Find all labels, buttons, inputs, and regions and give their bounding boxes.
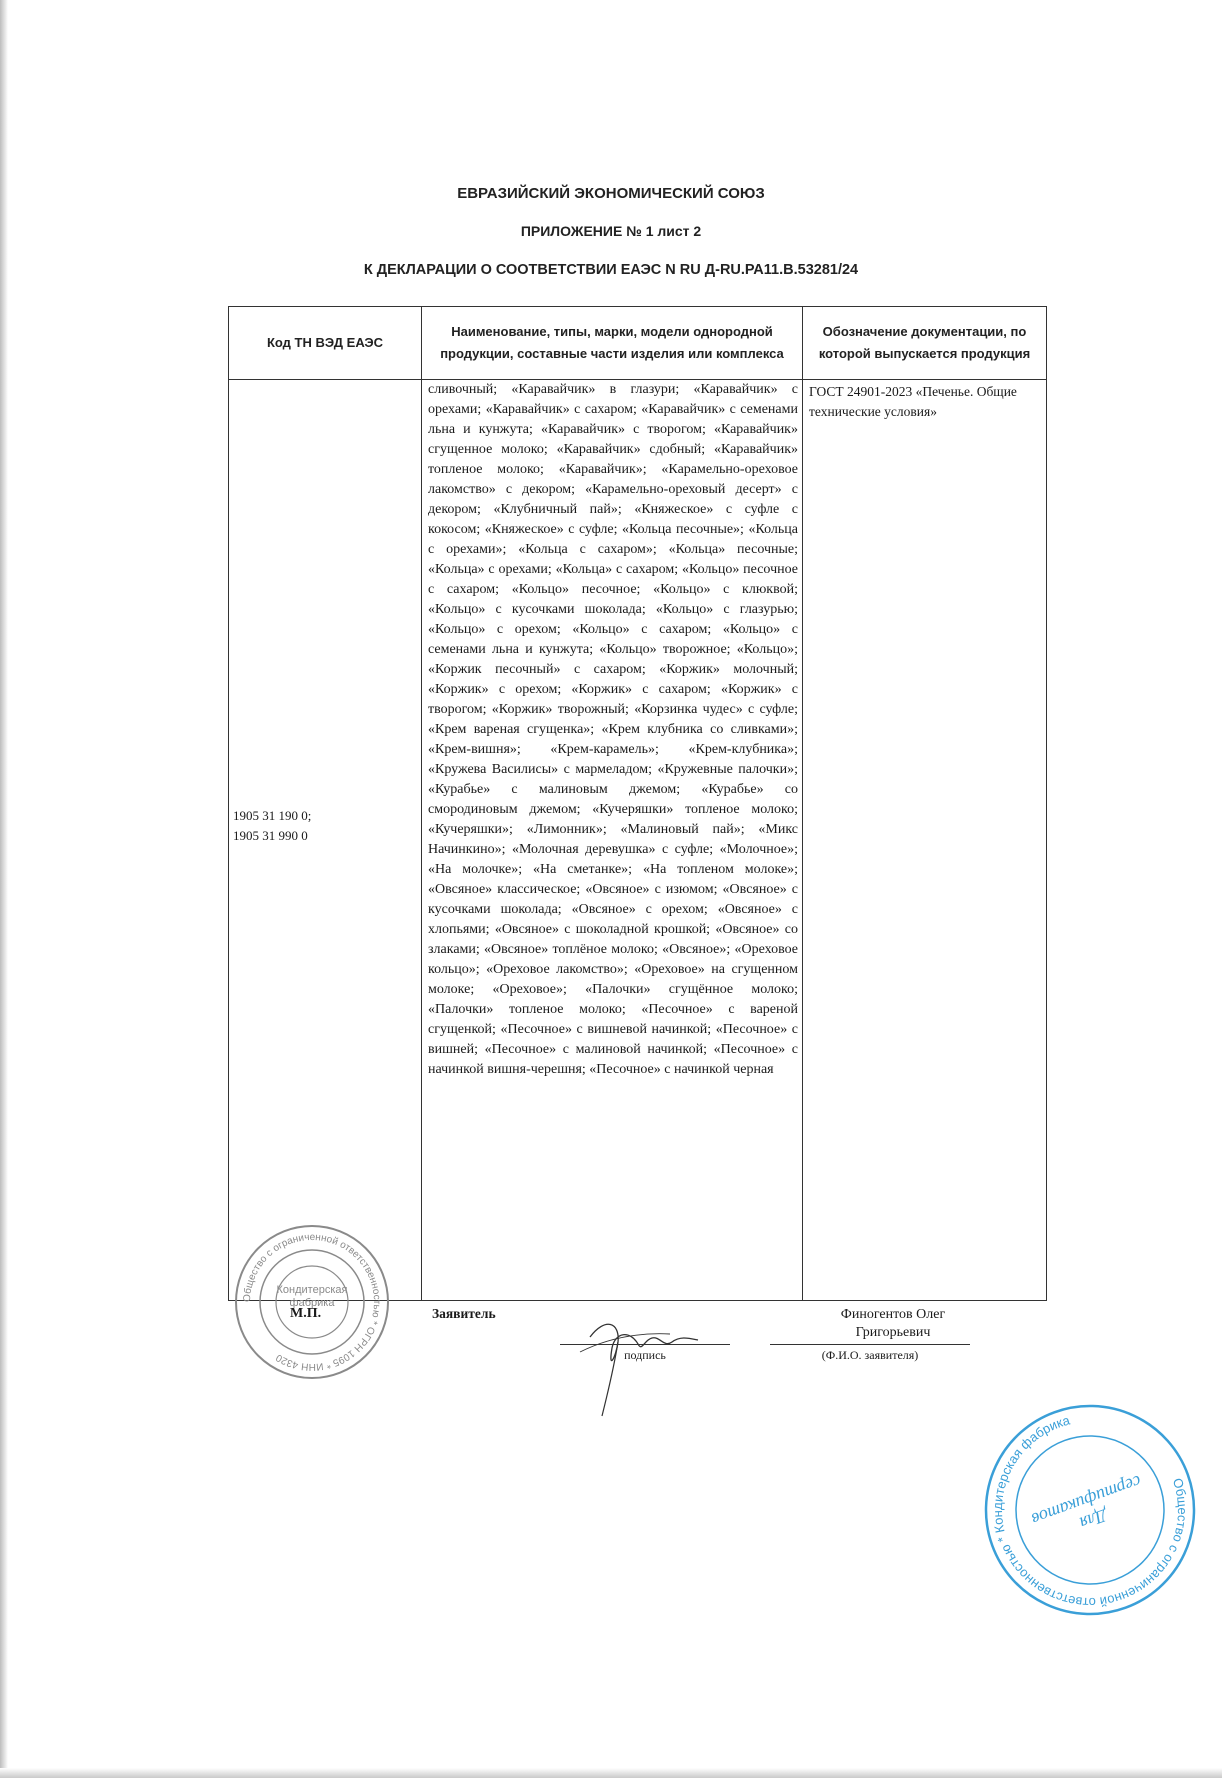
products-table <box>228 306 1047 1301</box>
name-caption: (Ф.И.О. заявителя) <box>821 1348 919 1362</box>
code-cell <box>229 380 422 1301</box>
documentation-cell: ГОСТ 24901-2023 «Печенье. Общие технические условия» <box>803 380 1047 1301</box>
name-line <box>770 1344 970 1345</box>
left-seal-center-text: Кондитерская фабрика <box>276 1284 348 1309</box>
right-stamp-ring-text: Общество с ограниченной ответственностью * Кондитерская фабрика <box>989 1412 1191 1611</box>
applicant-name-line: Григорьевич <box>855 1325 931 1340</box>
left-seal-ring-text: Общество с ограниченной ответственностью * ОГРН 1095 * ИНН 4320 <box>241 1231 383 1373</box>
header-doc: Обозначение документации, по которой выпускается продукция <box>803 307 1047 380</box>
applicant-label: Заявитель <box>432 1306 496 1321</box>
applicant-name-line: Финогентов Олег <box>840 1307 946 1322</box>
right-stamp-center-text: Для сертификатов <box>1029 1471 1145 1534</box>
product-names-cell: сливочный; «Каравайчик» в глазури; «Каравайчик» с орехами; «Каравайчик» с сахаром; «Каравайчик» с семенами льна и кунжута; «Каравайчик» с творогом; «Каравайчик» сгущенное молоко; «Каравайчик» сдобный; «Каравайчик» топленое молоко; «Каравайчик»; «Карамельно-ореховое лакомство» с декором; «Карамельно-ореховый десерт» с декором; «Клубничный пай»; «Княжеское» с суфле с кокосом; «Княжеское» с суфле; «Кольца песочные»; «Кольца с орехами»; «Кольца с сахаром»; «Кольца» песочные; «Кольца» с орехами; «Кольца» с сахаром; «Кольцо» песочное с сахаром; «Кольцо» песочное; «Кольцо» с клюквой; «Кольцо» с кусочками шоколада; «Кольцо» с глазурью; «Кольцо» с орехом; «Кольцо» с сахаром; «Кольцо» с семенами льна и кунжута; «Кольцо» творожное; «Кольцо»; «Коржик песочный» с сахаром; «Коржик» молочный; «Коржик» с орехом; «Коржик» с сахаром; «Коржик» с творогом; «Коржик» творожный; «Корзинка чудес» с суфле; «Крем вареная сгущенка»; «Крем клубника со сливками»; «Крем-вишня»; «Крем-карамель»; «Крем-клубника»; «Кружева Василисы» с мармеладом; «Кружевные палочки»; «Курабье» с малиновым джемом; «Курабье» со смородиновым джемом; «Кучеряшки» топленое молоко; «Кучеряшки»; «Лимонник»; «Малиновый пай»; «Микс Начинкино»; «Молочная деревушка» с суфле; «Молочное»; «На молочке»; «На сметанке»; «На топленом молоке»; «Овсяное» классическое; «Овсяное» с изюмом; «Овсяное» с кусочками шоколада; «Овсяное» с орехом; «Овсяное» с хлопьями; «Овсяное» с шоколадной крошкой; «Овсяное» со злаками; «Овсяное» топлёное молоко; «Овсяное»; «Ореховое кольцо»; «Ореховое лакомство»; «Ореховое» на сгущенном молоке; «Ореховое»; «Палочки» сгущённое молоко; «Палочки» топленое молоко; «Песочное» с вареной сгущенкой; «Песочное» с вишневой начинкой; «Песочное» с вишней; «Песочное» с малиновой начинкой; «Песочное» с начинкой вишня-черешня; «Песочное» с начинкой черная <box>422 380 803 1301</box>
header-code: Код ТН ВЭД ЕАЭС <box>229 307 422 380</box>
company-seal-left <box>232 1222 392 1382</box>
seal-place-label: М.П. <box>290 1306 322 1321</box>
header-names: Наименование, типы, марки, модели однородной продукции, составные части изделия или комплекса <box>422 307 803 380</box>
table-row <box>229 380 1047 1301</box>
applicant-name <box>798 1306 988 1342</box>
union-heading: ЕВРАЗИЙСКИЙ ЭКОНОМИЧЕСКИЙ СОЮЗ <box>457 185 765 202</box>
signature-caption: подпись <box>624 1348 666 1362</box>
declaration-heading: К ДЕКЛАРАЦИИ О СООТВЕТСТВИИ ЕАЭС N RU Д-RU.РА11.В.53281/24 <box>363 262 859 278</box>
tn-ved-code: 1905 31 990 0 <box>233 827 308 843</box>
tn-ved-code: 1905 31 190 0; <box>233 807 312 823</box>
company-stamp-right <box>980 1400 1200 1620</box>
handwritten-signature <box>560 1312 740 1422</box>
annex-heading: ПРИЛОЖЕНИЕ № 1 лист 2 <box>520 223 702 239</box>
table-header-row <box>229 307 1047 380</box>
scan-edge-bottom <box>0 1768 1222 1778</box>
